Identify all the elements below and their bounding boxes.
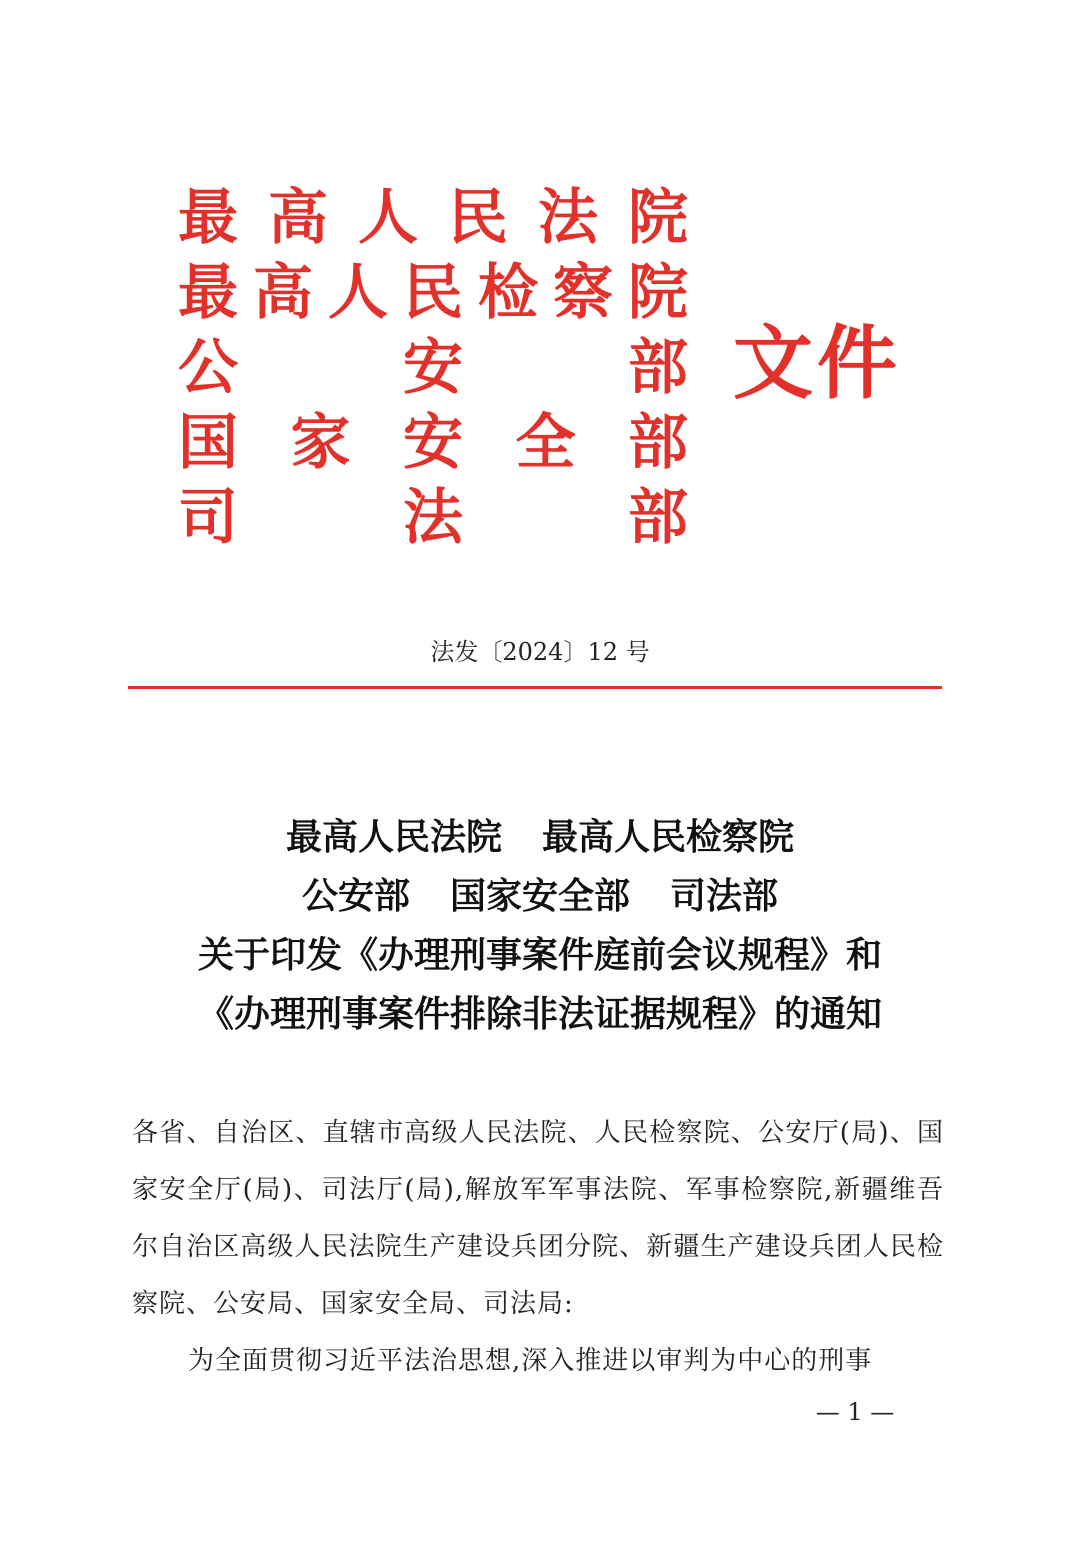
document-number: 法发〔2024〕12 号: [430, 638, 650, 666]
issuer-char: 安: [403, 333, 463, 403]
issuer-char: 院: [628, 258, 688, 328]
issuer-public-security: [178, 328, 688, 408]
title-line-1: [120, 808, 960, 867]
issuer-char: 院: [628, 183, 688, 253]
issuer-char: 公: [178, 333, 238, 403]
issuer-state-security: [178, 403, 688, 483]
issuer-supreme-procuratorate: [178, 253, 688, 333]
title-line-2: [120, 867, 960, 926]
issuer-char: 法: [538, 183, 598, 253]
issuer-char: 民: [448, 183, 508, 253]
title-org: 司法部: [670, 875, 779, 917]
issuer-char: 部: [628, 333, 688, 403]
issuer-char: 察: [553, 258, 613, 328]
red-letterhead: [0, 0, 1080, 560]
issuer-char: 高: [268, 183, 328, 253]
issuer-char: 国: [178, 408, 238, 478]
issuer-char: 人: [328, 258, 388, 328]
title-org: 公安部: [301, 875, 410, 917]
red-separator-line: [128, 686, 942, 689]
issuer-char: 高: [253, 258, 313, 328]
title-org: 国家安全部: [449, 875, 630, 917]
issuer-supreme-peoples-court: [178, 178, 688, 258]
page-number: — 1 —: [815, 1398, 895, 1426]
issuer-char: 检: [478, 258, 538, 328]
issuer-char: 全: [515, 408, 576, 478]
issuer-char: 最: [178, 183, 238, 253]
issuer-char: 人: [358, 183, 418, 253]
issuer-char: 最: [178, 258, 238, 328]
document-body: [132, 1105, 944, 1390]
title-org: 最高人民法院: [285, 816, 502, 858]
title-line-3: 关于印发《办理刑事案件庭前会议规程》和: [197, 934, 882, 976]
issuer-char: 司: [178, 483, 238, 553]
title-line-4: 《办理刑事案件排除非法证据规程》的通知: [197, 993, 882, 1035]
title-org: 最高人民检察院: [542, 816, 795, 858]
issuer-char: 安: [403, 408, 463, 478]
addressees-paragraph: 各省、自治区、直辖市高级人民法院、人民检察院、公安厅(局)、国家安全厅(局)、司法厅(局),解放军军事法院、军事检察院,新疆维吾尔自治区高级人民法院生产建设兵团分院、新疆生产建设兵团人民检察院、公安局、国家安全局、司法局:: [132, 1118, 944, 1319]
body-paragraph-1: 为全面贯彻习近平法治思想,深入推进以审判为中心的刑事: [188, 1346, 873, 1376]
issuer-char: 部: [628, 483, 688, 553]
issuer-char: 部: [628, 408, 688, 478]
letterhead-document-suffix: 文件: [733, 317, 901, 410]
issuer-justice: [178, 478, 688, 558]
issuer-char: 家: [290, 408, 351, 478]
issuer-char: 民: [403, 258, 463, 328]
document-title: [120, 808, 960, 1044]
issuer-char: 法: [403, 483, 463, 553]
